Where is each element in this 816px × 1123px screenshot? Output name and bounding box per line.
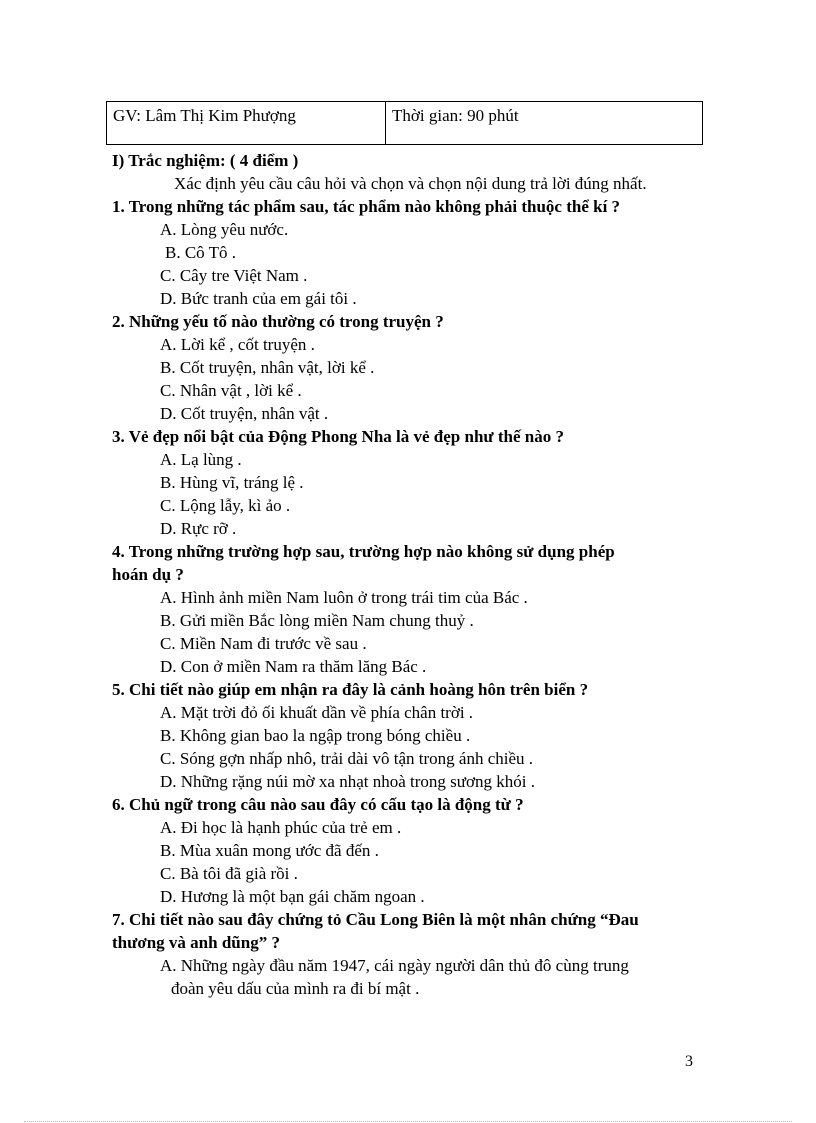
page-bottom-divider (24, 1121, 792, 1122)
question-2: 2. Những yếu tố nào thường có trong truyện ? (112, 312, 444, 331)
question-3: 3. Vẻ đẹp nổi bật của Động Phong Nha là vẻ đẹp như thế nào ? (112, 427, 564, 446)
option-6a: A. Đi học là hạnh phúc của trẻ em . (160, 818, 402, 837)
question-5: 5. Chi tiết nào giúp em nhận ra đây là cảnh hoàng hôn trên biển ? (112, 680, 589, 699)
section-title: I) Trắc nghiệm: ( 4 điểm ) (112, 151, 299, 170)
question-6: 6. Chủ ngữ trong câu nào sau đây có cấu tạo là động từ ? (112, 795, 524, 814)
option-4c: C. Miền Nam đi trước về sau . (160, 634, 367, 653)
question-1: 1. Trong những tác phẩm sau, tác phẩm nào không phải thuộc thể kí ? (112, 197, 621, 216)
option-1a: A. Lòng yêu nước. (160, 220, 289, 239)
option-2c: C. Nhân vật , lời kể . (160, 381, 302, 400)
instruction-text: Xác định yêu cầu câu hỏi và chọn và chọn nội dung trả lời đúng nhất. (174, 174, 647, 193)
option-3b: B. Hùng vĩ, tráng lệ . (160, 473, 304, 492)
option-5d: D. Những rặng núi mờ xa nhạt nhoà trong sương khói . (160, 772, 535, 791)
document-body (112, 149, 712, 1000)
option-3a: A. Lạ lùng . (160, 450, 242, 469)
option-4b: B. Gửi miền Bắc lòng miền Nam chung thuỷ . (160, 611, 474, 630)
question-4-line2: hoán dụ ? (112, 565, 184, 584)
question-7-line1: 7. Chi tiết nào sau đây chứng tỏ Cầu Long Biên là một nhân chứng “Đau (112, 910, 639, 929)
option-2a: A. Lời kể , cốt truyện . (160, 335, 315, 354)
time-cell: Thời gian: 90 phút (392, 106, 519, 125)
option-3c: C. Lộng lẫy, kì ảo . (160, 496, 291, 515)
teacher-cell: GV: Lâm Thị Kim Phượng (107, 102, 386, 144)
option-1b: B. Cô Tô . (165, 243, 237, 262)
header-table (106, 101, 703, 145)
option-7a-line2: đoàn yêu dấu của mình ra đi bí mật . (171, 979, 420, 998)
page-number: 3 (685, 1053, 693, 1070)
option-1c: C. Cây tre Việt Nam . (160, 266, 308, 285)
option-5a: A. Mặt trời đỏ ối khuất dần về phía chân trời . (160, 703, 474, 722)
option-4d: D. Con ở miền Nam ra thăm lăng Bác . (160, 657, 427, 676)
option-4a: A. Hình ảnh miền Nam luôn ở trong trái tim của Bác . (160, 588, 528, 607)
option-6c: C. Bà tôi đã già rồi . (160, 864, 298, 883)
option-7a-line1: A. Những ngày đầu năm 1947, cái ngày người dân thủ đô cùng trung (160, 956, 629, 975)
option-3d: D. Rực rỡ . (160, 519, 237, 538)
option-6d: D. Hương là một bạn gái chăm ngoan . (160, 887, 425, 906)
option-1d: D. Bức tranh của em gái tôi . (160, 289, 357, 308)
question-4-line1: 4. Trong những trường hợp sau, trường hợp nào không sử dụng phép (112, 542, 615, 561)
option-6b: B. Mùa xuân mong ước đã đến . (160, 841, 379, 860)
question-7-line2: thương và anh dũng” ? (112, 933, 280, 952)
option-5c: C. Sóng gợn nhấp nhô, trải dài vô tận trong ánh chiều . (160, 749, 534, 768)
option-2b: B. Cốt truyện, nhân vật, lời kể . (160, 358, 375, 377)
option-5b: B. Không gian bao la ngập trong bóng chiều . (160, 726, 471, 745)
option-2d: D. Cốt truyện, nhân vật . (160, 404, 329, 423)
